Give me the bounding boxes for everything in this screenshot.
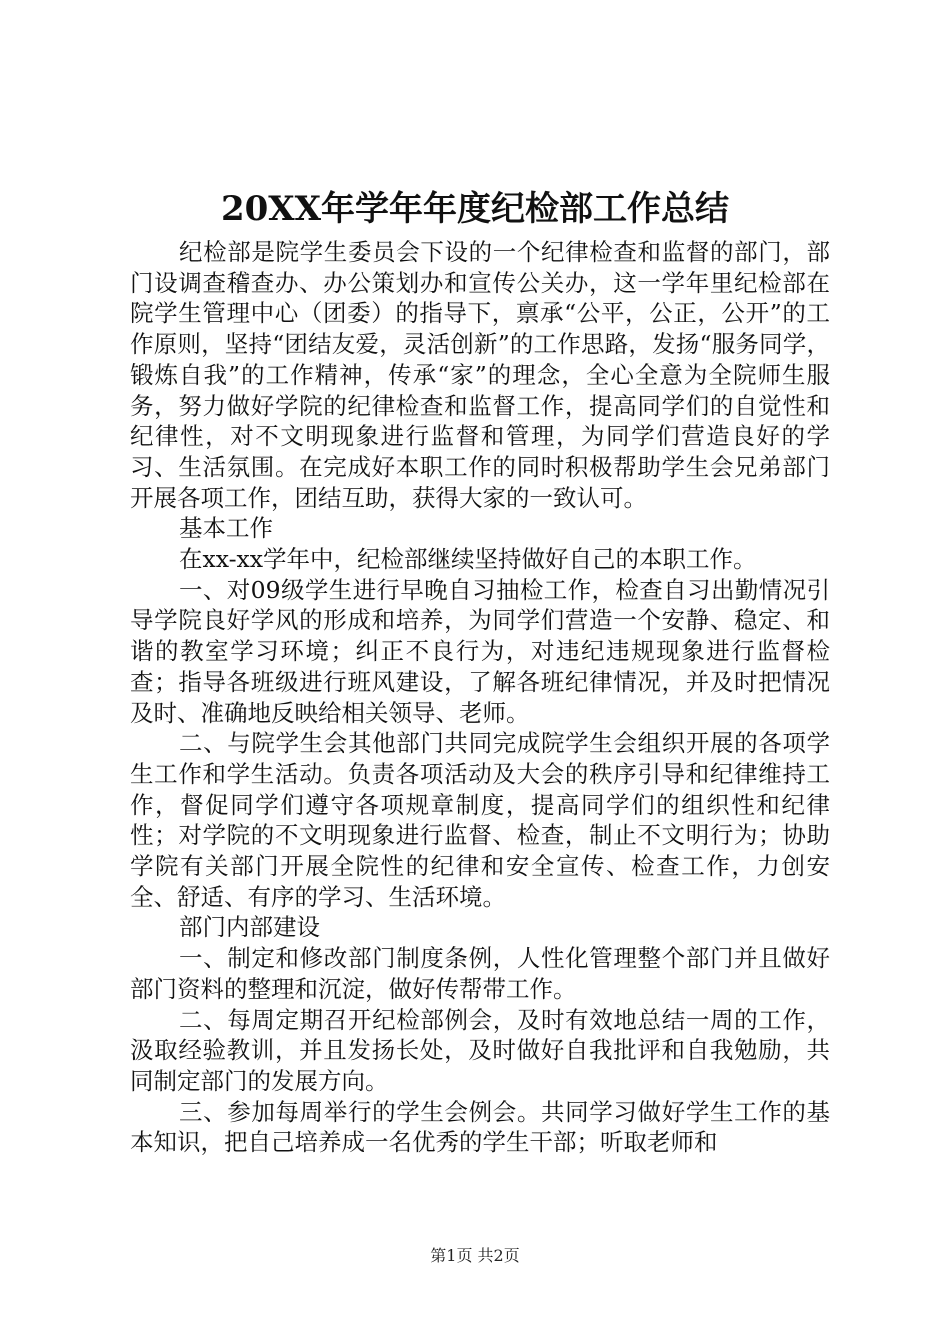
paragraph-intro: 纪检部是院学生委员会下设的一个纪律检查和监督的部门，部门设调查稽查办、办公策划办和宣传公关办，这一学年里纪检部在院学生管理中心（团委）的指导下，禀承“公平，公正，公开”的工作原则，坚持“团结友爱，灵活创新”的工作思路，发扬“服务同学，锻炼自我”的工作精神，传承“家”的理念，全心全意为全院师生服务，努力做好学院的纪律检查和监督工作，提高同学们的自觉性和纪律性，对不文明现象进行监督和管理，为同学们营造良好的学习、生活氛围。在完成好本职工作的同时积极帮助学生会兄弟部门开展各项工作，团结互助，获得大家的一致认可。 (130, 238, 830, 512)
paragraph-basic-work-intro: 在xx-xx学年中，纪检部继续坚持做好自己的本职工作。 (179, 545, 757, 574)
section-heading-internal-building: 部门内部建设 (179, 913, 320, 942)
paragraph-internal-2: 二、每周定期召开纪检部例会，及时有效地总结一周的工作，汲取经验教训，并且发扬长处，及时做好自我批评和自我勉励，共同制定部门的发展方向。 (130, 1005, 830, 1095)
section-heading-basic-work: 基本工作 (179, 514, 273, 543)
paragraph-basic-work-1: 一、对09级学生进行早晚自习抽检工作，检查自习出勤情况引导学院良好学风的形成和培养，为同学们营造一个安静、稳定、和谐的教室学习环境；纠正不良行为，对违纪违规现象进行监督检查；指导各班级进行班风建设，了解各班纪律情况，并及时把情况及时、准确地反映给相关领导、老师。 (130, 575, 830, 727)
page-number-footer: 第1页 共2页 (430, 1246, 520, 1265)
paragraph-basic-work-2: 二、与院学生会其他部门共同完成院学生会组织开展的各项学生工作和学生活动。负责各项活动及大会的秩序引导和纪律维持工作，督促同学们遵守各项规章制度，提高同学们的组织性和纪律性；对学院的不文明现象进行监督、检查，制止不文明行为；协助学院有关部门开展全院性的纪律和安全宣传、检查工作，力创安全、舒适、有序的学习、生活环境。 (130, 729, 830, 911)
document-title: 20XX年学年年度纪检部工作总结 (220, 189, 730, 229)
document-body (130, 237, 830, 1158)
paragraph-internal-1: 一、制定和修改部门制度条例，人性化管理整个部门并且做好部门资料的整理和沉淀，做好传帮带工作。 (130, 944, 830, 1003)
paragraph-internal-3: 三、参加每周举行的学生会例会。共同学习做好学生工作的基本知识，把自己培养成一名优秀的学生干部；听取老师和 (130, 1097, 830, 1157)
